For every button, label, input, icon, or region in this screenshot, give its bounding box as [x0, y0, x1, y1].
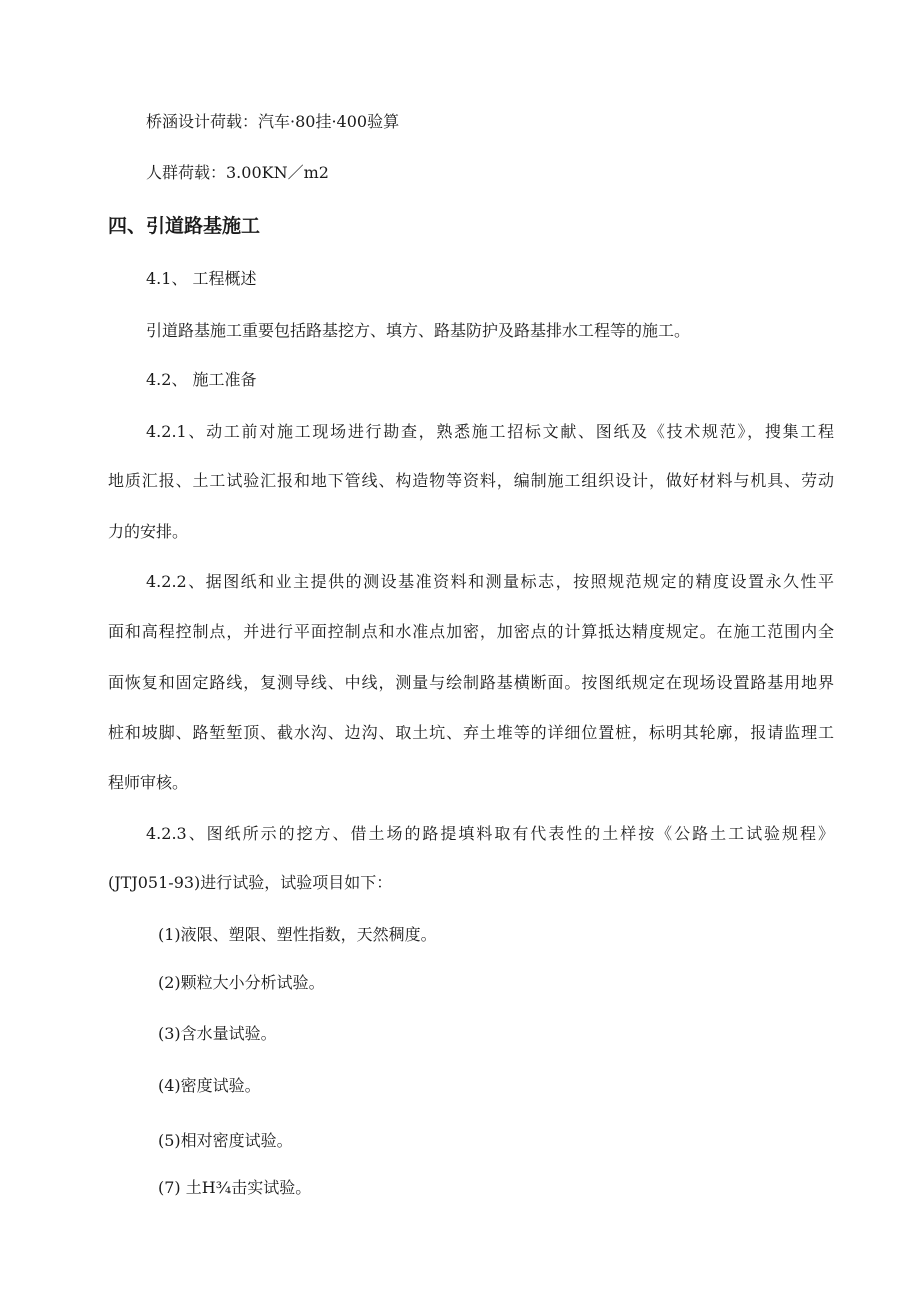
section-4-2-1-line-1: 4.2.1、动工前对施工现场进行勘查，熟悉施工招标文献、图纸及《技术规范》，搜集工程 — [146, 422, 834, 441]
section-4-heading: 四、引道路基施工 — [108, 215, 261, 237]
crowd-load-line: 人群荷载：3.00KN／m2 — [146, 163, 329, 182]
test-item-4: (4)密度试验。 — [158, 1076, 261, 1095]
section-4-2-2-line-1: 4.2.2、据图纸和业主提供的测设基准资料和测量标志，按照规范规定的精度设置永久性平 — [146, 572, 834, 591]
section-4-2-title: 4.2、 施工准备 — [146, 370, 257, 389]
section-4-2-3-line-2: (JTJ051-93)进行试验，试验项目如下： — [108, 873, 393, 892]
test-item-2: (2)颗粒大小分析试验。 — [158, 973, 325, 992]
section-4-1-body: 引道路基施工重要包括路基挖方、填方、路基防护及路基排水工程等的施工。 — [146, 321, 691, 340]
section-4-2-2-line-5: 程师审核。 — [108, 773, 189, 792]
section-4-1-title: 4.1、 工程概述 — [146, 269, 257, 288]
test-item-3: (3)含水量试验。 — [158, 1024, 277, 1043]
section-4-2-2-line-2: 面和高程控制点，并进行平面控制点和水准点加密，加密点的计算抵达精度规定。在施工范围内全 — [108, 622, 834, 641]
bridge-load-line: 桥涵设计荷载：汽车·80挂·400验算 — [146, 112, 400, 131]
section-4-2-2-line-3: 面恢复和固定路线，复测导线、中线，测量与绘制路基横断面。按图纸规定在现场设置路基用地界 — [108, 673, 834, 692]
test-item-5: (5)相对密度试验。 — [158, 1131, 293, 1150]
section-4-2-1-line-2: 地质汇报、土工试验汇报和地下管线、构造物等资料，编制施工组织设计，做好材料与机具、劳动 — [108, 471, 834, 490]
test-item-1: (1)液限、塑限、塑性指数，天然稠度。 — [158, 925, 437, 944]
test-item-7: (7) 土H¾击实试验。 — [158, 1178, 312, 1197]
section-4-2-3-line-1: 4.2.3、图纸所示的挖方、借土场的路提填料取有代表性的土样按《公路土工试验规程》 — [146, 824, 834, 843]
section-4-2-1-line-3: 力的安排。 — [108, 522, 189, 541]
section-4-2-2-line-4: 桩和坡脚、路堑堑顶、截水沟、边沟、取土坑、弃土堆等的详细位置桩，标明其轮廓，报请监理工 — [108, 723, 834, 742]
